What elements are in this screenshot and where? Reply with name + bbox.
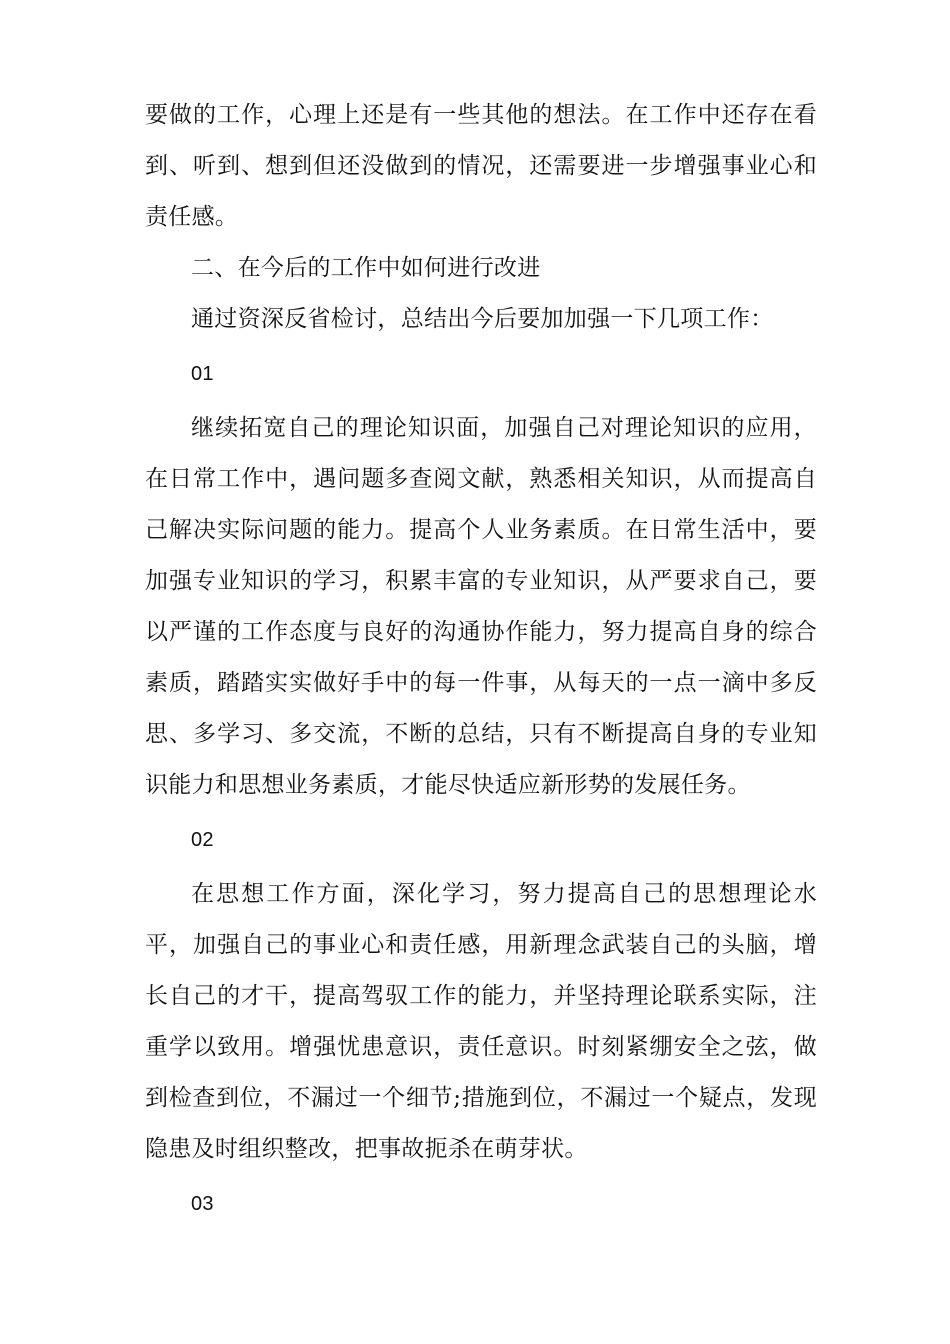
paragraph-item-01: 继续拓宽自己的理论知识面，加强自己对理论知识的应用，在日常工作中，遇问题多查阅文献，熟悉相关知识，从而提高自己解决实际问题的能力。提高个人业务素质。在日常生活中，要加强专业知识的学习，积累丰富的专业知识，从严要求自己，要以严谨的工作态度与良好的沟通协作能力，努力提高自身的综合素质，踏踏实实做好手中的每一件事，从每天的一点一滴中多反思、多学习、多交流，不断的总结，只有不断提高自身的专业知识能力和思想业务素质，才能尽快适应新形势的发展任务。 <box>145 415 817 798</box>
document-page <box>145 90 817 1229</box>
item-number-02: 02 <box>191 829 214 851</box>
section-heading: 二、在今后的工作中如何进行改进 <box>191 255 541 281</box>
paragraph-continuation: 要做的工作，心理上还是有一些其他的想法。在工作中还存在看到、听到、想到但还没做到的情况，还需要进一步增强事业心和责任感。 <box>145 102 817 230</box>
paragraph-item-02: 在思想工作方面，深化学习，努力提高自己的思想理论水平，加强自己的事业心和责任感，用新理念武装自己的头脑，增长自己的才干，提高驾驭工作的能力，并坚持理论联系实际，注重学以致用。增强忧患意识，责任意识。时刻紧绷安全之弦，做到检查到位，不漏过一个细节;措施到位，不漏过一个疑点，发现隐患及时组织整改，把事故扼杀在萌芽状。 <box>145 881 817 1162</box>
item-number-03: 03 <box>191 1193 214 1215</box>
item-number-01: 01 <box>191 363 214 385</box>
paragraph-intro: 通过资深反省检讨，总结出今后要加加强一下几项工作： <box>191 306 774 332</box>
